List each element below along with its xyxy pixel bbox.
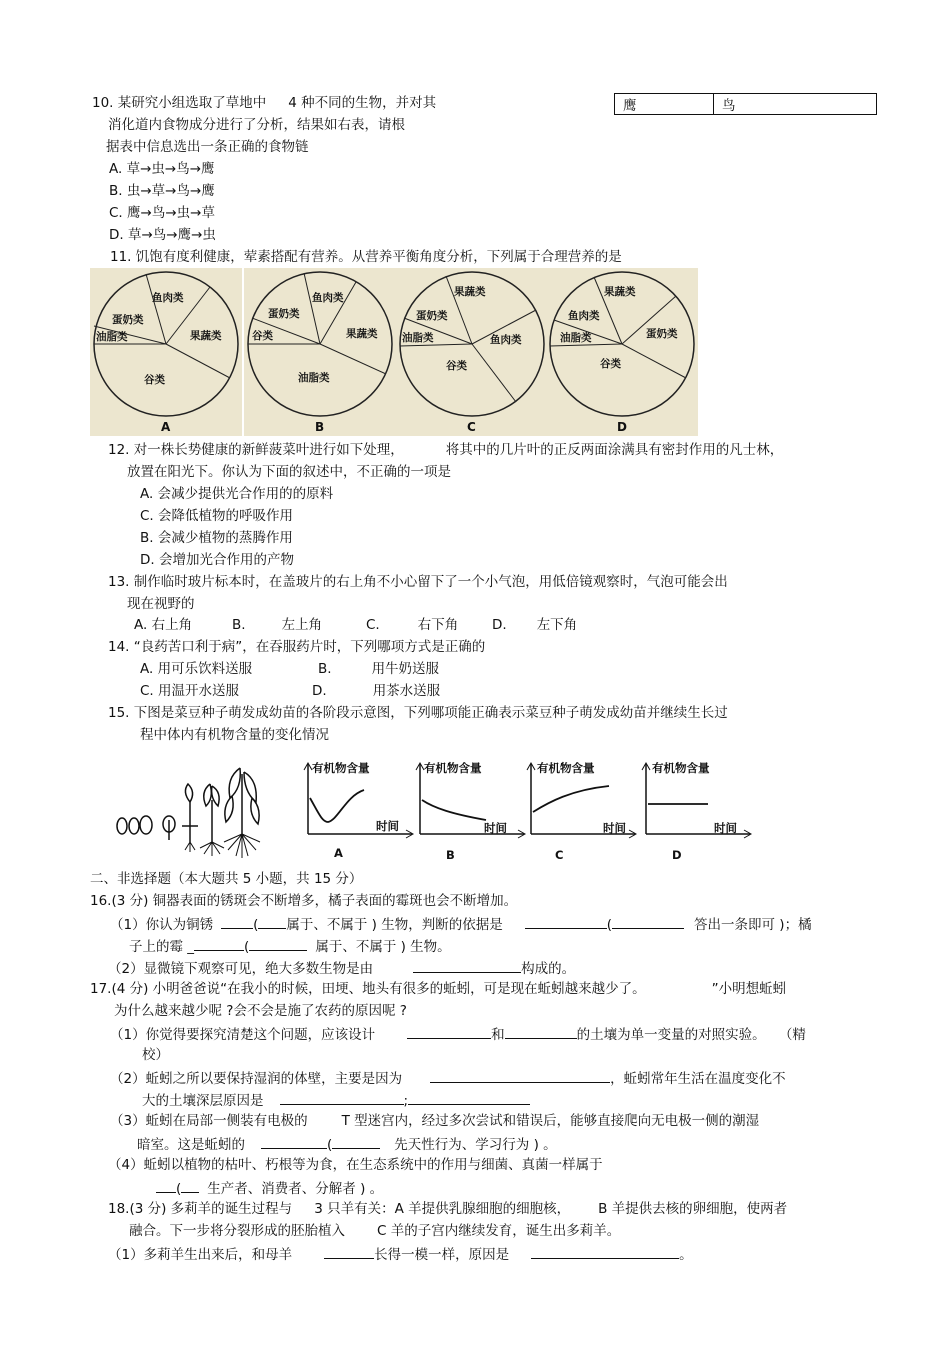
pie-d-label: 谷类 [600,358,621,370]
q12-line1: 12. 对一株长势健康的新鲜菠菜叶进行如下处理， 将其中的几片叶的正反两面涂满具有密封作用的凡士林， [108,442,784,458]
q13-line1: 13. 制作临时玻片标本时，在盖玻片的右上角不小心留下了一个小气泡，用低倍镜观察时，气泡可能会出 [108,574,728,590]
pie-b-label: 鱼肉类 [312,292,344,304]
q17-line2: 为什么越来越少呢 ?会不会是施了农药的原因呢 ? [114,1003,407,1019]
q17-part4: （4）蚯蚓以植物的枯叶、朽根等为食，在生态系统中的作用与细菌、真菌一样属于 [108,1157,603,1173]
graph-c-letter: C [555,848,564,862]
pie-c-label: 果蔬类 [454,286,486,298]
pie-b-label: 油脂类 [298,372,330,384]
q18-part1: （1）多莉羊生出来后，和母羊 长得一模一样，原因是 。 [108,1244,693,1264]
table-row [615,94,877,115]
q14-option-c: C. 用温开水送服 [140,683,240,699]
pie-a-label: 油脂类 [96,331,128,343]
pie-d-label: 鱼肉类 [568,310,600,322]
q17-part3: （3）蚯蚓在局部一侧装有电极的 T 型迷宫内，经过多次尝试和错误后，能够直接爬向无电极一侧的潮湿 [110,1113,760,1129]
pie-c-label: 油脂类 [402,332,434,344]
graph-a [300,760,415,860]
graph-c-ylabel: 有机物含量 [537,761,595,775]
pie-a-label: 果蔬类 [190,330,222,342]
q13-option-d: D. 左下角 [492,617,578,633]
pie-c-label: 鱼肉类 [490,334,522,346]
pie-a-label: 蛋奶类 [112,314,144,326]
pie-a-letter: A [161,420,171,434]
seed-germination-illustration [112,760,272,860]
q10-option-c: C. 鹰→鸟→虫→草 [109,205,215,221]
q14-option-b: B. 用牛奶送服 [318,661,440,677]
q13-option-b: B. 左上角 [232,617,323,633]
q17-part2: （2）蚯蚓之所以要保持湿润的体壁，主要是因为 ，蚯蚓常年生活在温度变化不 [110,1068,786,1088]
section2-heading: 二、非选择题（本大题共 5 小题，共 15 分） [90,871,363,887]
graph-a-ylabel: 有机物含量 [312,761,370,775]
q16-part2: （2）显微镜下观察可见，绝大多数生物是由 构成的。 [108,958,575,978]
q12-option-c: C. 会降低植物的呼吸作用 [140,508,294,524]
q16-part1: （1）你认为铜锈 ( 属于、不属于 ) 生物，判断的依据是 ( 答出一条即可 )；橘 [110,914,812,934]
graph-c-xlabel: 时间 [603,821,626,835]
q13-option-a: A. 右上角 [134,617,193,633]
food-table [614,93,877,115]
graph-d [640,760,755,862]
q11-line1: 11. 饥饱有度利健康，荤素搭配有营养。从营养平衡角度分析，下列属于合理营养的是 [110,249,622,265]
table-cell: 鹰 [615,94,714,115]
q10-line1: 10. 某研究小组选取了草地中 4 种不同的生物，并对其 [92,95,437,111]
q12-option-b: B. 会减少植物的蒸腾作用 [140,530,293,546]
graph-b-ylabel: 有机物含量 [424,761,482,775]
pie-d-label: 果蔬类 [604,286,636,298]
table-cell: 鸟 [714,94,877,115]
pie-chart-a [90,268,242,436]
q10-line3: 据表中信息选出一条正确的食物链 [106,139,309,155]
graph-d-ylabel: 有机物含量 [652,761,710,775]
q10-option-a: A. 草→虫→鸟→鹰 [109,161,215,177]
q17-part4-cont: ( 生产者、消费者、分解者 ) 。 [140,1178,383,1198]
q12-line2: 放置在阳光下。你认为下面的叙述中，不正确的一项是 [127,464,451,480]
graph-d-xlabel: 时间 [714,821,737,835]
q12-option-d: D. 会增加光合作用的产物 [140,552,294,568]
q13-line2: 现在视野的 [127,596,195,612]
pie-chart-b [244,268,396,436]
q18-line2: 融合。下一步将分裂形成的胚胎植入 C 羊的子宫内继续发育，诞生出多莉羊。 [129,1223,621,1239]
graph-a-xlabel: 时间 [376,819,399,833]
q10-line2: 消化道内食物成分进行了分析，结果如右表，请根 [108,117,405,133]
graph-c [525,760,640,862]
graph-b-letter: B [446,848,455,862]
pie-b-label: 果蔬类 [346,328,378,340]
q17-part1-cont: 校） [142,1047,169,1063]
graph-b [412,760,527,862]
q14-option-d: D. 用茶水送服 [312,683,441,699]
pie-c-label: 谷类 [446,360,467,372]
pie-d-label: 油脂类 [560,332,592,344]
pie-chart-c [396,268,548,436]
pie-b-label: 谷类 [252,330,273,342]
q16-line1: 16.(3 分) 铜器表面的锈斑会不断增多，橘子表面的霉斑也会不断增加。 [90,893,518,909]
q10-option-b: B. 虫→草→鸟→鹰 [109,183,215,199]
q12-option-a: A. 会减少提供光合作用的的原料 [140,486,334,502]
q17-line1: 17.(4 分) 小明爸爸说“在我小的时候，田埂、地头有很多的蚯蚓，可是现在蚯蚓越来越少了。 ”小明想蚯蚓 [90,981,787,997]
q10-option-d: D. 草→鸟→鹰→虫 [109,227,216,243]
q16-part1-cont: 子上的霉 _ ( 属于、不属于 ) 生物。 [129,936,451,956]
pie-d-letter: D [617,420,627,434]
pie-a-label: 谷类 [144,374,165,386]
q17-part3-cont: 暗室。这是蚯蚓的 ( 先天性行为、学习行为 ) 。 [137,1134,557,1154]
graph-b-xlabel: 时间 [484,821,507,835]
q14-option-a: A. 用可乐饮料送服 [140,661,253,677]
q15-line2: 程中体内有机物含量的变化情况 [140,727,329,743]
pie-d-label: 蛋奶类 [646,328,678,340]
pie-c-letter: C [467,420,476,434]
pie-b-label: 蛋奶类 [268,308,300,320]
pie-c-label: 蛋奶类 [416,310,448,322]
q18-line1: 18.(3 分) 多莉羊的诞生过程与 3 只羊有关：A 羊提供乳腺细胞的细胞核， B 羊提供去核的卵细胞，使两者 [108,1201,788,1217]
pie-a-label: 鱼肉类 [152,292,184,304]
q17-part2-cont: 大的土壤深层原因是 ; [142,1090,530,1110]
pie-chart-d [546,268,698,436]
q15-line1: 15. 下图是菜豆种子萌发成幼苗的各阶段示意图，下列哪项能正确表示菜豆种子萌发成幼苗并继续生长过 [108,705,728,721]
q14-line1: 14. “良药苦口利于病”，在吞服药片时，下列哪项方式是正确的 [108,639,486,655]
q13-option-c: C. 右下角 [366,617,459,633]
pie-b-letter: B [315,420,325,434]
graph-d-letter: D [672,848,682,862]
graph-a-letter: A [334,846,343,860]
q17-part1: （1）你觉得要探究清楚这个问题，应该设计 和 的土壤为单一变量的对照实验。 （精 [110,1024,806,1044]
